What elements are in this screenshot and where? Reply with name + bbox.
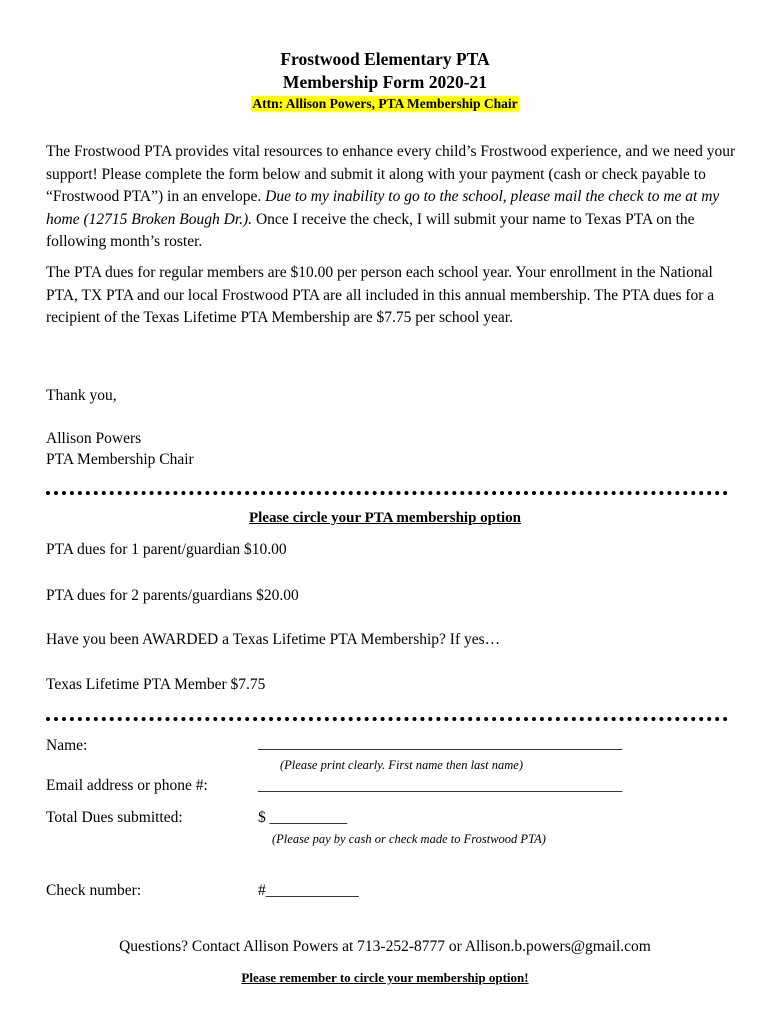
email-label: Email address or phone #: (46, 777, 208, 794)
email-field[interactable]: _______________________________________________ (258, 777, 623, 794)
form-title: Frostwood Elementary PTA (280, 49, 490, 69)
check-number-field[interactable]: #____________ (258, 882, 359, 899)
contact-line: Questions? Contact Allison Powers at 713-252-8777 or Allison.b.powers@gmail.com (119, 938, 651, 955)
dues-hint: (Please pay by cash or check made to Frostwood PTA) (272, 832, 546, 846)
check-label: Check number: (46, 882, 142, 899)
intro-paragraph (46, 141, 736, 254)
closing-text: Thank you, (46, 387, 117, 404)
dues-paragraph: The PTA dues for regular members are $10.00 per person each school year. Your enrollment in the National PTA, TX PTA and our local Frostwood PTA are all included in this annual membership. The PTA dues for a recipient of the Texas Lifetime PTA Membership are $7.75 per school year. (46, 264, 715, 326)
dotted-divider (46, 491, 728, 495)
option-one-parent[interactable]: PTA dues for 1 parent/guardian $10.00 (46, 541, 287, 558)
lifetime-question: Have you been AWARDED a Texas Lifetime PTA Membership? If yes… (46, 631, 501, 648)
reminder-note: Please remember to circle your membership option! (241, 970, 529, 985)
attn-highlight: Attn: Allison Powers, PTA Membership Chair (252, 96, 518, 111)
dues-label: Total Dues submitted: (46, 809, 183, 826)
signature-title: PTA Membership Chair (46, 451, 194, 468)
option-two-parents[interactable]: PTA dues for 2 parents/guardians $20.00 (46, 587, 299, 604)
dotted-divider (46, 717, 728, 721)
dues-field[interactable]: $ __________ (258, 809, 348, 826)
form-subtitle: Membership Form 2020-21 (282, 72, 488, 92)
name-field[interactable]: _______________________________________________ (258, 735, 623, 752)
intro-text: The Frostwood PTA provides vital resources to enhance every child’s Frostwood experience, and we need your support! Please complete the form below and submit it along with your payment (cash or check payable to “Frostwood PTA”) in an envelope. (46, 143, 736, 205)
name-hint: (Please print clearly. First name then last name) (280, 758, 524, 772)
intro-tail: Once I receive the check, I will submit your name to Texas PTA on the following month’s roster. (46, 210, 695, 250)
attn-line (0, 95, 770, 113)
intro-italic-note: Due to my inability to go to the school, please mail the check to me at my home (12715 Broken Bough Dr.). (46, 188, 720, 228)
option-lifetime-member[interactable]: Texas Lifetime PTA Member $7.75 (46, 676, 266, 693)
name-label: Name: (46, 737, 88, 754)
options-heading: Please circle your PTA membership option (248, 510, 522, 526)
signature-name: Allison Powers (46, 430, 142, 447)
